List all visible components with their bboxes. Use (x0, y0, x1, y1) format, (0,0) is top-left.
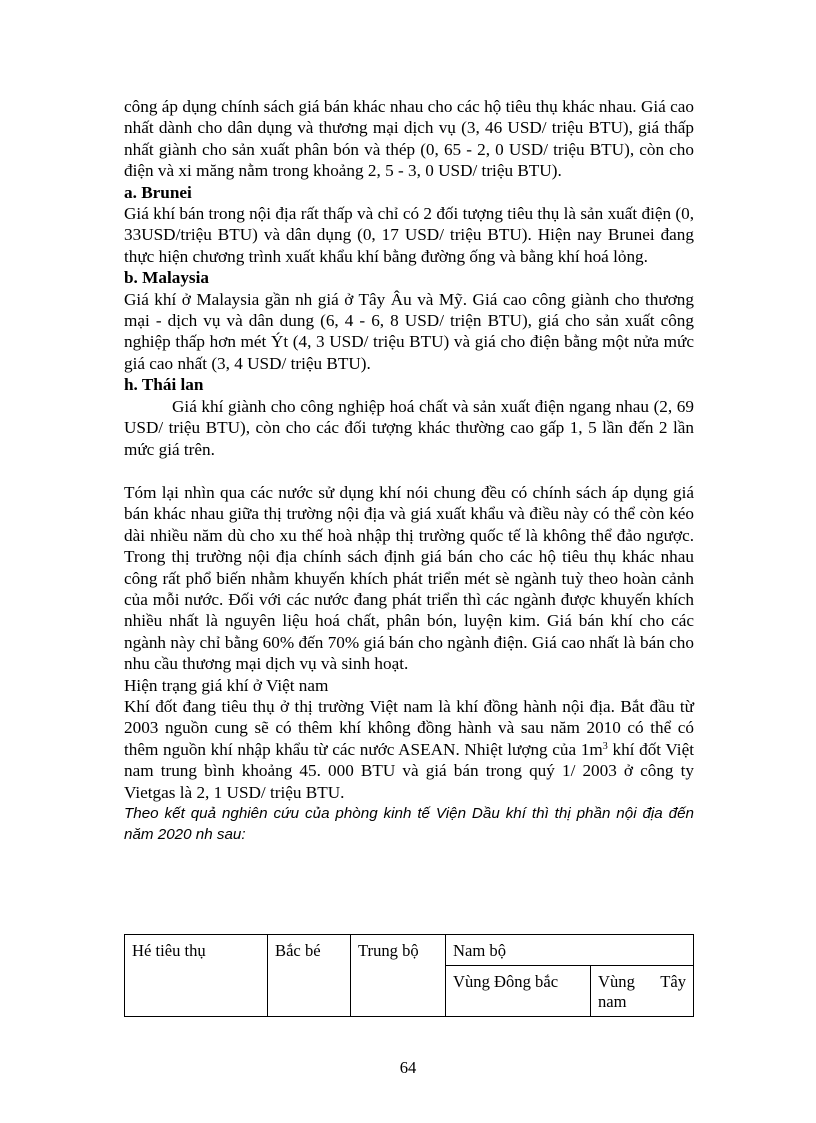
market-share-table (124, 934, 694, 1017)
header-south: Nam bộ (446, 935, 694, 966)
malaysia-heading: b. Malaysia (124, 268, 209, 288)
paragraph-gap (124, 460, 694, 482)
brunei-heading: a. Brunei (124, 182, 192, 202)
summary-paragraph: Tóm lại nhìn qua các nước sử dụng khí nói chung đều có chính sách áp dụng giá bán khác nhau giữa thị trường nội địa và giá xuất khẩu và điều này có thể còn kéo dài nhiều năm dù cho xu thế hoà nhập thị trường quốc tế là không thể đảo ngược. Trong thị trường nội địa chính sách định giá bán cho các hộ tiêu thụ khác nhau công rất phổ biến nhằm khuyến khích phát triển mét sè ngành tuỳ theo hoàn cảnh của mỗi nước. Đối với các nước đang phát triển thì các ngành được khuyến khích nhiều nhất là nguyên liệu hoá chất, phân bón, luyện kim. Giá bán khí cho các ngành này chỉ bằng 60% đến 70% giá bán cho ngành điện. Giá cao nhất là bán cho nhu cầu thương mại dịch vụ và sinh hoạt. (124, 482, 694, 674)
southwest-word-1: Vùng (598, 972, 635, 991)
header-southwest (591, 966, 694, 1017)
vietnam-heading: Hiện trạng giá khí ở Việt nam (124, 675, 329, 695)
header-consumer: Hé tiêu thụ (125, 935, 268, 1017)
header-central: Trung bộ (351, 935, 446, 1017)
malaysia-paragraph: Giá khí ở Malaysia gần nh giá ở Tây Âu và Mỹ. Giá cao công giành cho thương mại - dịch vụ và dân dung (6, 4 - 6, 8 USD/ triện BTU), giá cho sản xuất công nghiệp thấp hơn mét Ýt (4, 3 USD/ triệu BTU) và giá cho điện bằng một nửa mức giá cao nhất (3, 4 USD/ triệu BTU). (124, 289, 694, 373)
header-southeast: Vùng Đông bắc (446, 966, 591, 1017)
italic-note: Theo kết quả nghiên cứu của phòng kinh tế Viện Dầu khí thì thị phần nội địa đến năm 2020 nh sau: (124, 805, 694, 844)
header-north: Bắc bé (268, 935, 351, 1017)
intro-paragraph: công áp dụng chính sách giá bán khác nhau cho các hộ tiêu thụ khác nhau. Giá cao nhất dành cho dân dụng và thương mại dịch vụ (3, 46 USD/ triệu BTU), giá thấp nhất giành cho sản xuất phân bón và thép (0, 65 - 2, 0 USD/ triệu BTU), còn cho điện và xi măng nằm trong khoảng 2, 5 - 3, 0 USD/ triệu BTU). (124, 97, 694, 181)
southwest-word-2: Tây (660, 972, 686, 991)
document-body (124, 96, 694, 846)
table-header-row (125, 935, 694, 966)
thailan-paragraph: Giá khí giành cho công nghiệp hoá chất và sản xuất điện ngang nhau (2, 69 USD/ triệu BTU), còn cho các đối tượng khác thường cao gấp 1, 5 lần đến 2 lần mức giá trên. (124, 396, 694, 459)
superscript-3: 3 (602, 740, 608, 752)
page-number: 64 (399, 1058, 417, 1077)
vietnam-text-before: Khí đốt đang tiêu thụ ở thị trường Việt nam là khí đồng hành nội địa. Bắt đầu từ 2003 nguồn cung sẽ có thêm khí không đồng hành và sau năm 2010 có thể có thêm nguồn khí nhập khẩu từ các nước ASEAN. Nhiệt lượng của 1m (124, 696, 694, 759)
vietnam-paragraph (124, 696, 694, 803)
vietnam-text-after: khí đốt Việt nam trung bình khoảng 45. 000 BTU và giá bán trong quý 1/ 2003 ở công ty Vietgas là 2, 1 USD/ triệu BTU. (124, 739, 694, 802)
southwest-word-3: nam (598, 992, 627, 1011)
thailan-heading: h. Thái lan (124, 375, 204, 395)
brunei-paragraph: Giá khí bán trong nội địa rất thấp và chỉ có 2 đối tượng tiêu thụ là sản xuất điện (0, 33USD/triệu BTU) và dân dụng (0, 17 USD/ triệu BTU). Hiện nay Brunei đang thực hiện chương trình xuất khẩu khí bằng đường ống và bằng khí hoá lỏng. (124, 204, 694, 266)
